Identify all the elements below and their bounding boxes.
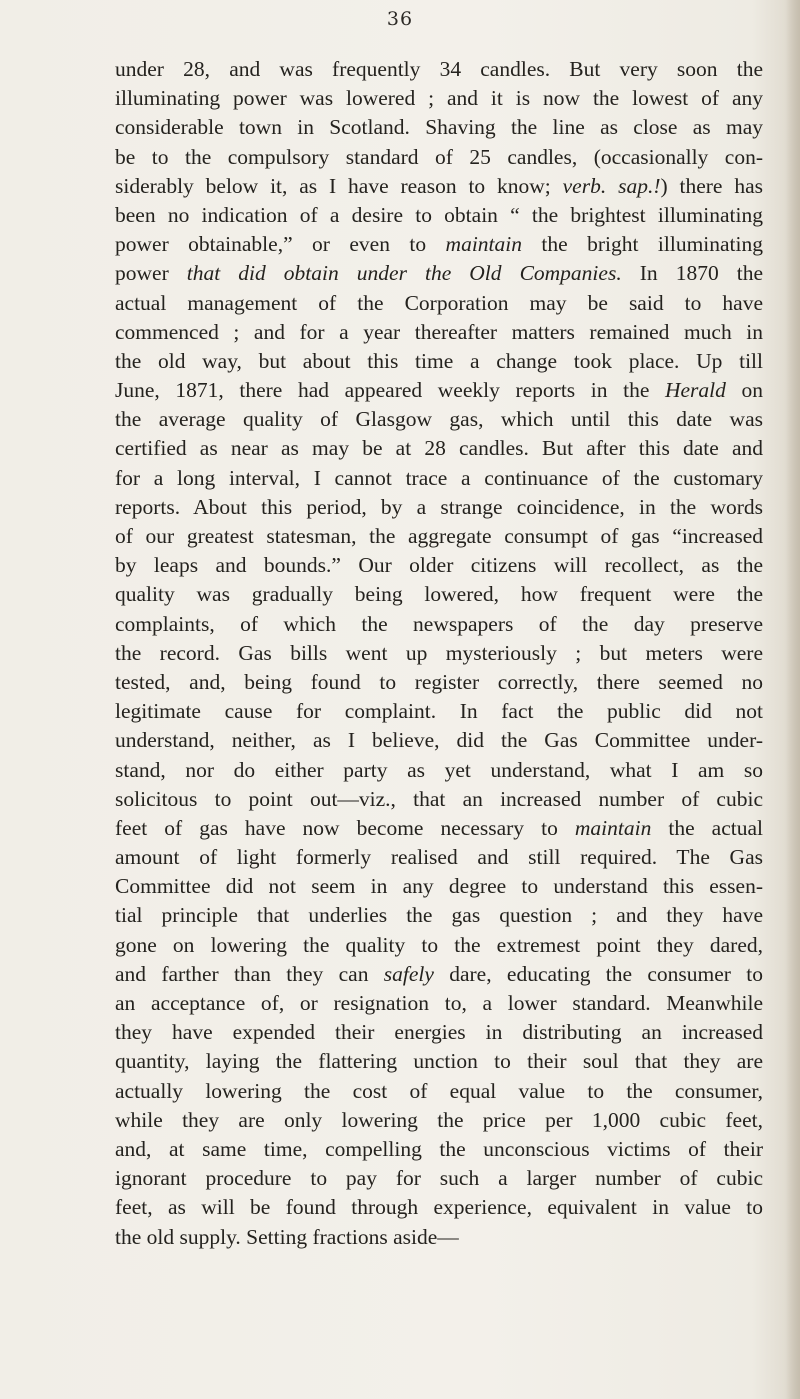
text-line: for a long interval, I cannot trace a continuance of the customary — [115, 465, 763, 490]
text-line: power that did obtain under the Old Companies. In 1870 the — [115, 261, 764, 286]
text-line: gone on lowering the quality to the extremest point they dared, — [115, 932, 763, 957]
body-text — [115, 55, 763, 1252]
text-line: actually lowering the cost of equal value to the consumer, — [115, 1078, 763, 1103]
text-line: the record. Gas bills went up mysteriously ; but meters were — [115, 640, 763, 665]
text-line: feet of gas have now become necessary to maintain the actual — [115, 815, 764, 840]
text-line: been no indication of a desire to obtain “ the brightest illuminating — [115, 202, 763, 227]
text-line: Committee did not seem in any degree to understand this essen- — [115, 874, 763, 899]
text-line: actual management of the Corporation may be said to have — [115, 290, 763, 315]
text-line: stand, nor do either party as yet understand, what I am so — [115, 757, 763, 782]
text-line: the old supply. Setting fractions aside— — [115, 1224, 459, 1249]
page-edge-shadow — [786, 0, 800, 1399]
text-line: complaints, of which the newspapers of the day preserve — [115, 611, 763, 636]
text-line: commenced ; and for a year thereafter matters remained much in — [115, 319, 763, 344]
text-line: while they are only lowering the price per 1,000 cubic feet, — [115, 1107, 763, 1132]
text-line: illuminating power was lowered ; and it is now the lowest of any — [115, 86, 763, 111]
text-line: solicitous to point out—viz., that an increased number of cubic — [115, 786, 763, 811]
text-line: quantity, laying the flattering unction to their soul that they are — [115, 1049, 763, 1074]
text-line: ignorant procedure to pay for such a larger number of cubic — [115, 1166, 763, 1191]
text-line: quality was gradually being lowered, how frequent were the — [115, 582, 763, 607]
text-line: power obtainable,” or even to maintain the bright illuminating — [115, 232, 764, 257]
text-line: tested, and, being found to register correctly, there seemed no — [115, 669, 763, 694]
text-line: June, 1871, there had appeared weekly reports in the Herald on — [115, 378, 764, 403]
text-line: be to the compulsory standard of 25 candles, (occasionally con- — [115, 144, 763, 169]
text-line: by leaps and bounds.” Our older citizens will recollect, as the — [115, 553, 763, 578]
text-line: the old way, but about this time a change took place. Up till — [115, 348, 763, 373]
text-line: considerable town in Scotland. Shaving the line as close as may — [115, 115, 763, 140]
text-line: understand, neither, as I believe, did the Gas Committee under- — [115, 728, 763, 753]
text-line: under 28, and was frequently 34 candles. But very soon the — [115, 57, 763, 81]
text-line: the average quality of Glasgow gas, which until this date was — [115, 407, 763, 432]
text-line: certified as near as may be at 28 candles. But after this date and — [115, 436, 763, 461]
text-line: tial principle that underlies the gas question ; and they have — [115, 903, 763, 928]
page-number: 36 — [386, 8, 414, 30]
text-line: and, at same time, compelling the unconscious victims of their — [115, 1136, 763, 1161]
text-line: they have expended their energies in distributing an increased — [115, 1020, 763, 1045]
text-line: and farther than they can safely dare, educating the consumer to — [115, 961, 763, 986]
text-line: feet, as will be found through experience, equivalent in value to — [115, 1195, 763, 1220]
text-line: siderably below it, as I have reason to know; verb. sap.!) there has — [115, 173, 763, 198]
text-line: of our greatest statesman, the aggregate consumpt of gas “increased — [115, 524, 763, 548]
text-line: reports. About this period, by a strange coincidence, in the words — [115, 494, 763, 519]
text-line: legitimate cause for complaint. In fact the public did not — [115, 699, 763, 724]
text-line: an acceptance of, or resignation to, a lower standard. Meanwhile — [115, 991, 763, 1015]
text-line: amount of light formerly realised and still required. The Gas — [115, 845, 763, 870]
